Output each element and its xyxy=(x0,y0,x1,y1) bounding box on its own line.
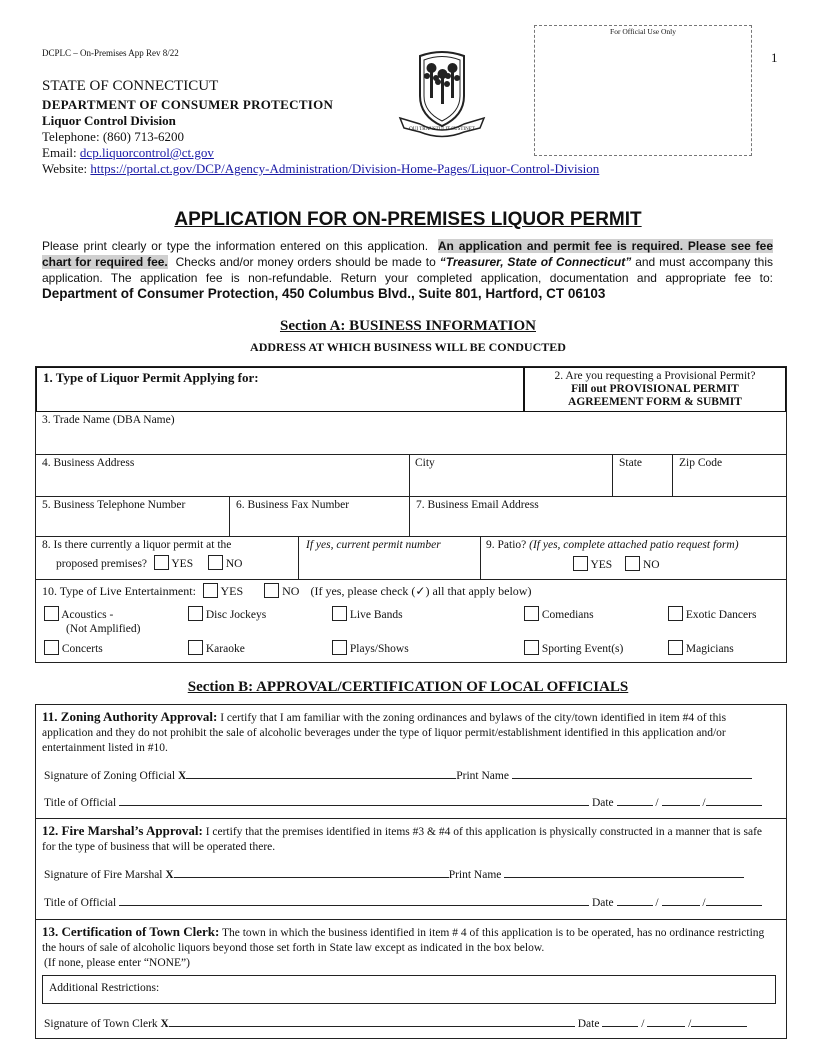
clerk-date-year[interactable] xyxy=(691,1016,747,1027)
clerk-date-month[interactable] xyxy=(602,1016,638,1027)
zoning-approval-block xyxy=(36,705,786,819)
state-label: State xyxy=(619,457,642,469)
q11-body: I certify that I am familiar with the zoning ordinances and bylaws of the city/town identified in item #4 of this application and they do not prohibit the sale of alcoholic beverages under the type of liquor permit/establishment identified in this application and/or entertainment listed in #10. xyxy=(42,712,727,754)
q9-note: (If yes, complete attached patio request form) xyxy=(529,539,739,551)
q9-no-checkbox[interactable] xyxy=(625,556,640,571)
official-use-label: For Official Use Only xyxy=(610,27,676,36)
clerk-signature-line[interactable] xyxy=(169,1016,575,1027)
q2-block xyxy=(525,370,785,409)
q11-text xyxy=(42,709,778,756)
city-label: City xyxy=(415,457,435,469)
clerk-date-label: Date xyxy=(577,1018,600,1030)
payee: “Treasurer, State of Connecticut” xyxy=(439,255,632,269)
ent-live-bands xyxy=(332,606,403,621)
zoning-date-day[interactable] xyxy=(662,795,700,806)
fire-date-year[interactable] xyxy=(706,895,762,906)
q8-current-permit-label: If yes, current permit number xyxy=(306,539,441,551)
email-line xyxy=(42,145,214,161)
q3-label: 3. Trade Name (DBA Name) xyxy=(42,414,175,426)
q8-label-1: 8. Is there currently a liquor permit at the xyxy=(42,539,232,551)
section-b-form xyxy=(35,704,787,1039)
intro-text-1: Please print clearly or type the information entered on this application. xyxy=(42,239,429,253)
additional-restrictions-label: Additional Restrictions: xyxy=(49,982,160,994)
q8-no-checkbox[interactable] xyxy=(208,555,223,570)
zoning-title-label: Title of Official xyxy=(44,797,117,809)
zip-label: Zip Code xyxy=(679,457,723,469)
q11-label: 11. Zoning Authority Approval: xyxy=(42,709,218,724)
clerk-x: X xyxy=(160,1018,169,1030)
zoning-date-month[interactable] xyxy=(617,795,653,806)
q2-note-1: Fill out PROVISIONAL PERMIT xyxy=(571,383,739,395)
sporting-events-label: Sporting Event(s) xyxy=(541,643,624,655)
q9-label xyxy=(486,539,739,551)
ent-sporting-events xyxy=(524,640,623,655)
plays-shows-label: Plays/Shows xyxy=(349,643,409,655)
mailing-address: Department of Consumer Protection, 450 Columbus Blvd., Suite 801, Hartford, CT 06103 xyxy=(42,286,606,301)
seal-motto: QUI TRANSTULIT SUSTINET xyxy=(409,127,475,132)
q2-note-2: AGREEMENT FORM & SUBMIT xyxy=(568,396,742,408)
exotic-dancers-label: Exotic Dancers xyxy=(685,609,757,621)
clerk-signature-row: Signature of Town Clerk X Date / / xyxy=(44,1016,747,1030)
zoning-title-row: Title of Official Date / / xyxy=(44,795,762,809)
q9-yes-label: YES xyxy=(590,559,613,571)
exotic-dancers-checkbox[interactable] xyxy=(668,606,683,621)
seal-icon xyxy=(390,46,494,138)
zoning-date-label: Date xyxy=(591,797,614,809)
q10-note: (If yes, please check (✓) all that apply below) xyxy=(310,584,532,598)
ent-concerts xyxy=(44,640,103,655)
clerk-date-day[interactable] xyxy=(647,1016,685,1027)
page-number: 1 xyxy=(771,50,778,65)
q9-options xyxy=(573,556,660,571)
sporting-events-checkbox[interactable] xyxy=(524,640,539,655)
intro-text-3: Checks and/or money orders should be made to xyxy=(175,255,436,269)
live-bands-label: Live Bands xyxy=(349,609,403,621)
comedians-checkbox[interactable] xyxy=(524,606,539,621)
fee-required-notice: An application and permit fee is required. Please see fee chart for required fee. xyxy=(42,239,774,269)
q13-none-note: (If none, please enter “NONE”) xyxy=(44,957,190,969)
plays-shows-checkbox[interactable] xyxy=(332,640,347,655)
telephone: Telephone: (860) 713-6200 xyxy=(42,129,185,144)
q12-label: 12. Fire Marshal’s Approval: xyxy=(42,823,203,838)
q9-text: 9. Patio? xyxy=(486,539,527,551)
ent-comedians xyxy=(524,606,594,621)
section-a-title: Section A: BUSINESS INFORMATION xyxy=(279,318,536,334)
website-link[interactable]: https://portal.ct.gov/DCP/Agency-Administration/Division-Home-Pages/Liquor-Control-Division xyxy=(90,161,600,176)
email-link[interactable]: dcp.liquorcontrol@ct.gov xyxy=(79,145,214,160)
website-label: Website: xyxy=(42,161,91,176)
fire-title-label: Title of Official xyxy=(44,897,117,909)
q1-label: 1. Type of Liquor Permit Applying for: xyxy=(43,370,259,385)
fire-signature-line[interactable] xyxy=(174,867,449,878)
live-bands-checkbox[interactable] xyxy=(332,606,347,621)
row-entertainment xyxy=(36,580,786,662)
q8-yes-checkbox[interactable] xyxy=(154,555,169,570)
zoning-signature-row xyxy=(44,768,752,782)
disc-jockeys-checkbox[interactable] xyxy=(188,606,203,621)
q10-no-checkbox[interactable] xyxy=(264,583,279,598)
ent-karaoke xyxy=(188,640,245,655)
state-seal xyxy=(390,46,494,138)
q8-yes-label: YES xyxy=(171,558,194,570)
fire-title-row: Title of Official Date / / xyxy=(44,895,762,909)
q10-line xyxy=(42,583,531,599)
fire-date-label: Date xyxy=(591,897,614,909)
intro-paragraph xyxy=(42,238,773,302)
ent-acoustics xyxy=(44,606,113,621)
magicians-checkbox[interactable] xyxy=(668,640,683,655)
fire-marshal-block xyxy=(36,819,786,920)
acoustics-note: (Not Amplified) xyxy=(66,623,141,635)
q10-yes-checkbox[interactable] xyxy=(203,583,218,598)
acoustics-label: Acoustics - xyxy=(61,609,114,621)
q8-label-2: proposed premises? xyxy=(56,558,148,570)
magicians-label: Magicians xyxy=(685,643,734,655)
fire-title-line[interactable] xyxy=(119,895,589,906)
state-name: STATE OF CONNECTICUT xyxy=(42,78,219,94)
zoning-print-name-label: Print Name xyxy=(456,770,509,782)
acoustics-checkbox[interactable] xyxy=(44,606,59,621)
q12-body: I certify that the premises identified in items #3 & #4 of this application is physically constructed in a manner that is safe for the type of business that will be operated there. xyxy=(42,826,763,853)
karaoke-checkbox[interactable] xyxy=(188,640,203,655)
fire-print-name-label: Print Name xyxy=(448,869,502,881)
ent-magicians xyxy=(668,640,734,655)
ent-plays-shows xyxy=(332,640,409,655)
section-a-subtitle: ADDRESS AT WHICH BUSINESS WILL BE CONDUCTED xyxy=(250,340,566,354)
additional-restrictions-box[interactable] xyxy=(42,975,776,1004)
q2-label: 2. Are you requesting a Provisional Permit? xyxy=(554,370,756,382)
zoning-print-name-line[interactable] xyxy=(512,768,752,779)
q10-no-label: NO xyxy=(282,584,300,598)
fire-signature-row xyxy=(44,867,744,881)
clerk-sig-label: Signature of Town Clerk xyxy=(44,1018,158,1030)
page-title: APPLICATION FOR ON-PREMISES LIQUOR PERMIT xyxy=(174,209,642,230)
zoning-date-year[interactable] xyxy=(706,795,762,806)
fire-date-month[interactable] xyxy=(617,895,653,906)
zoning-title-line[interactable] xyxy=(119,795,589,806)
q8-no-label: NO xyxy=(225,558,243,570)
fire-print-name-line[interactable] xyxy=(504,867,744,878)
q5-label: 5. Business Telephone Number xyxy=(42,499,186,511)
website-line xyxy=(42,161,599,177)
row-contact xyxy=(36,497,786,537)
official-use-box xyxy=(534,25,752,156)
q13-label: 13. Certification of Town Clerk: xyxy=(42,924,220,939)
row-existing-permit xyxy=(36,537,786,580)
row-trade-name[interactable] xyxy=(36,412,786,455)
q10-yes-label: YES xyxy=(220,584,244,598)
section-b-title: Section B: APPROVAL/CERTIFICATION OF LOCAL OFFICIALS xyxy=(187,679,629,695)
concerts-label: Concerts xyxy=(61,643,103,655)
email-label: Email: xyxy=(42,145,80,160)
row-business-address xyxy=(36,455,786,497)
q10-label: 10. Type of Live Entertainment: xyxy=(42,584,196,598)
q13-body: The town in which the business identified in item # 4 of this application is to be operated, has no ordinance restricting the hours of sale of alcoholic liquors beyond those set forth in State law except as indicated in the box below. xyxy=(42,927,765,954)
fire-date-day[interactable] xyxy=(662,895,700,906)
section-a-form xyxy=(35,366,787,663)
intro-text-4: and must accompany this application. The application fee is non-refundable. Return your completed application, documentation and appropriate fee to: xyxy=(42,255,773,285)
department-name: DEPARTMENT OF CONSUMER PROTECTION xyxy=(42,97,334,112)
q4-label: 4. Business Address xyxy=(42,457,135,469)
fire-x: X xyxy=(165,869,174,881)
karaoke-label: Karaoke xyxy=(205,643,245,655)
zoning-x: X xyxy=(177,770,187,782)
division-name: Liquor Control Division xyxy=(42,113,176,128)
q9-no-label: NO xyxy=(642,559,660,571)
town-clerk-block xyxy=(36,920,786,1038)
form-id: DCPLC – On-Premises App Rev 8/22 xyxy=(42,48,179,58)
q7-label: 7. Business Email Address xyxy=(416,499,539,511)
q13-text xyxy=(42,924,778,971)
ent-exotic-dancers xyxy=(668,606,756,621)
row-permit-type xyxy=(36,367,786,412)
zoning-sig-label: Signature of Zoning Official xyxy=(44,770,176,782)
disc-jockeys-label: Disc Jockeys xyxy=(205,609,267,621)
q8-options xyxy=(56,555,242,570)
q6-label: 6. Business Fax Number xyxy=(236,499,350,511)
concerts-checkbox[interactable] xyxy=(44,640,59,655)
zoning-signature-line[interactable] xyxy=(186,768,456,779)
ent-disc-jockeys xyxy=(188,606,266,621)
fire-sig-label: Signature of Fire Marshal xyxy=(44,869,163,881)
comedians-label: Comedians xyxy=(541,609,594,621)
q9-yes-checkbox[interactable] xyxy=(573,556,588,571)
q12-text xyxy=(42,823,778,855)
